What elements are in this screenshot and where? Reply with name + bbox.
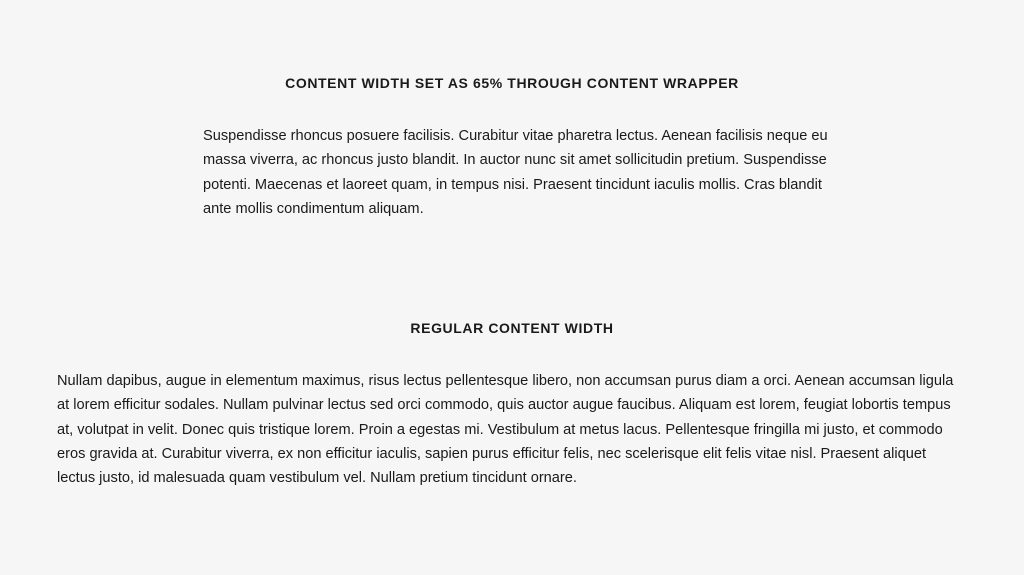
- section-title: REGULAR CONTENT WIDTH: [410, 320, 614, 336]
- body-paragraph: Nullam dapibus, augue in elementum maximus, risus lectus pellentesque libero, non accumsan purus diam a orci. Aenean accumsan ligula at lorem efficitur sodales. Nullam pulvinar lectus sed orci commodo, quis auctor augue faucibus. Aliquam est lorem, feugiat lobortis tempus at, volutpat in velit. Donec quis tristique lorem. Proin a egestas mi. Vestibulum at metus lacus. Pellentesque fringilla mi justo, et commodo eros gravida at. Curabitur viverra, ex non efficitur iaculis, sapien purus efficitur felis, nec scelerisque elit felis vitae nisl. Praesent aliquet lectus justo, id malesuada quam vestibulum vel. Nullam pretium tincidunt ornare.: [57, 373, 954, 487]
- body-paragraph: Suspendisse rhoncus posuere facilisis. Curabitur vitae pharetra lectus. Aenean facilisis neque eu massa viverra, ac rhoncus justo blandit. In auctor nunc sit amet sollicitudin pretium. Suspendisse potenti. Maecenas et laoreet quam, in tempus nisi. Praesent tincidunt iaculis mollis. Cras blandit ante mollis condimentum aliquam.: [203, 128, 828, 217]
- section-regular-content-width: [0, 319, 1024, 487]
- content-wrapper-regular: [57, 369, 967, 490]
- section-title: CONTENT WIDTH SET AS 65% THROUGH CONTENT WRAPPER: [285, 75, 739, 91]
- content-wrapper-65: [203, 124, 833, 221]
- section-content-width-65: [0, 74, 1024, 217]
